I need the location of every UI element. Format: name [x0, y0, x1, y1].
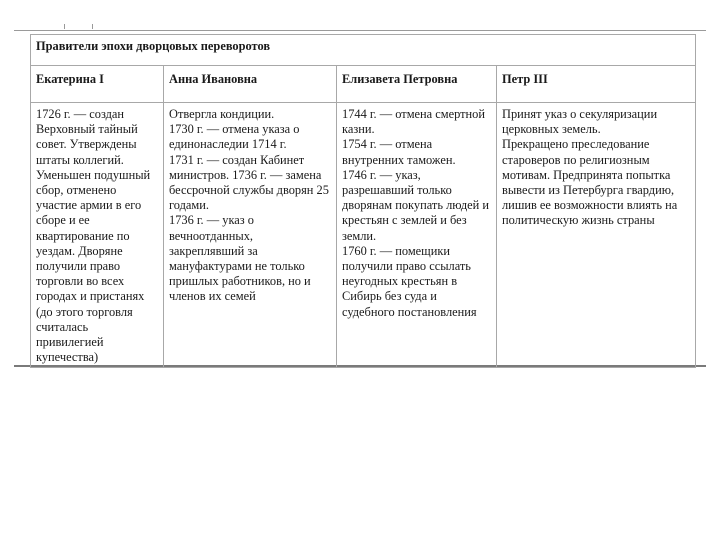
- column-header-ekaterina: Екатерина I: [31, 66, 164, 103]
- reform-paragraph: Отвергла кондиции.: [169, 107, 275, 121]
- reform-paragraph: 1746 г. — указ, разрешавший только дворянам покупать людей и крестьян с землей и без земли.: [342, 167, 490, 243]
- reform-paragraph: 1754 г. — отмена внутренних таможен.: [342, 137, 456, 167]
- reform-paragraph: 1731 г. — создан Кабинет министров. 1736 г. — замена бессрочной службы дворян 25 годами.: [169, 152, 329, 213]
- ruler-tick: [64, 24, 65, 29]
- reforms-cell-anna: [164, 103, 337, 368]
- column-header-petr: Петр III: [497, 66, 696, 103]
- page-top-rule: [14, 30, 706, 31]
- reform-paragraph: Прекращено преследование староверов по религиозным мотивам. Предпринята попытка вывести из Петербурга гвардию, лишив ее возможности влиять на политическую жизнь страны: [502, 137, 678, 228]
- reform-paragraph: 1730 г. — отмена указа о единонаследии 1714 г.: [169, 122, 300, 152]
- reforms-cell-petr: [497, 103, 696, 368]
- reform-paragraph: 1726 г. — создан Верховный тайный совет. Утверждены штаты коллегий. Уменьшен подушный сбор, отменено участие армии в его сборе и ее квартирование по уездам. Дворяне получили право торговли во всех городах и пристанях (до этого торговля считалась привилегией купечества): [36, 107, 151, 365]
- reform-paragraph: 1744 г. — отмена смертной казни.: [342, 107, 486, 137]
- table-title: Правители эпохи дворцовых переворотов: [31, 35, 696, 66]
- reform-paragraph: 1760 г. — помещики получили право ссылать неугодных крестьян в Сибирь без суда и судебного постановления: [342, 243, 477, 319]
- reform-paragraph: Принят указ о секуляризации церковных земель.: [502, 107, 658, 137]
- reforms-cell-elizaveta: [337, 103, 497, 368]
- column-header-anna: Анна Ивановна: [164, 66, 337, 103]
- reforms-cell-ekaterina: [31, 103, 164, 368]
- reform-paragraph: 1736 г. — указ о вечноотданных, закреплявший за мануфактурами не только пришлых работников, но и членов их семей: [169, 213, 311, 304]
- column-header-elizaveta: Елизавета Петровна: [337, 66, 497, 103]
- ruler-tick: [92, 24, 93, 29]
- rulers-table: [30, 34, 696, 368]
